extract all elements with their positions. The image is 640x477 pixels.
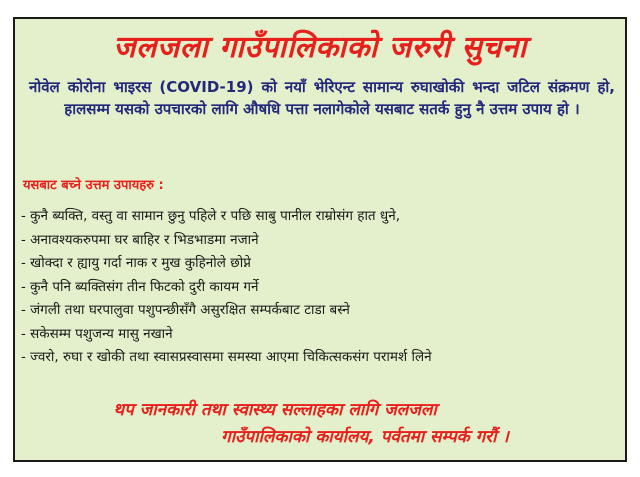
tip-item: - कुनै ब्यक्ति, वस्तु वा सामान छुनु पहिले र पछि साबु पानील राम्रोसंग हात धुने,: [21, 208, 401, 224]
footer-line-1: थप जानकारी तथा स्वास्थ्य सल्लाहका लागि जलजला: [113, 400, 437, 420]
tip-item: - खोक्दा र ह्यायु गर्दा नाक र मुख कुहिनोले छोप्ने: [21, 255, 251, 271]
contact-footer: [15, 397, 625, 451]
tip-item: - जंगली तथा घरपालुवा पशुपन्छीसँगै असुरक्षित सम्पर्कबाट टाडा बस्ने: [21, 302, 350, 318]
tip-item: - सकेसम्म पशुजन्य मासु नखाने: [21, 325, 173, 342]
tip-item: - कुनै पनि ब्यक्तिसंग तीन फिटको दुरी कायम गर्ने: [21, 278, 259, 295]
tips-list: [21, 205, 432, 370]
tips-heading: यसबाट बच्ने उत्तम उपायहरु :: [23, 178, 164, 193]
notice-title: जलजला गाउँपालिकाको जरुरी सुचना: [113, 30, 527, 65]
notice-intro: नोवेल कोरोना भाइरस (COVID-19) को नयाँ भेरिएन्ट सामान्य रुघाखोकी भन्दा जटिल संक्रमण हो, हालसम्म यसको उपचारको लागि औषधि पत्ता नलागेकोले यसबाट सतर्क हुनु नै उत्तम उपाय हो ।: [29, 78, 615, 118]
tip-item: - ज्वरो, रुघा र खोकी तथा स्वासप्रस्वासमा समस्या आएमा चिकित्सकसंग परामर्श लिने: [21, 349, 432, 365]
tip-item: - अनावश्यकरुपमा घर बाहिर र भिडभाडमा नजाने: [21, 231, 259, 248]
notice-board: [13, 17, 627, 462]
footer-line-2: गाउँपालिकाको कार्यालय, पर्वतमा सम्पर्क गरौं ।: [221, 427, 509, 447]
